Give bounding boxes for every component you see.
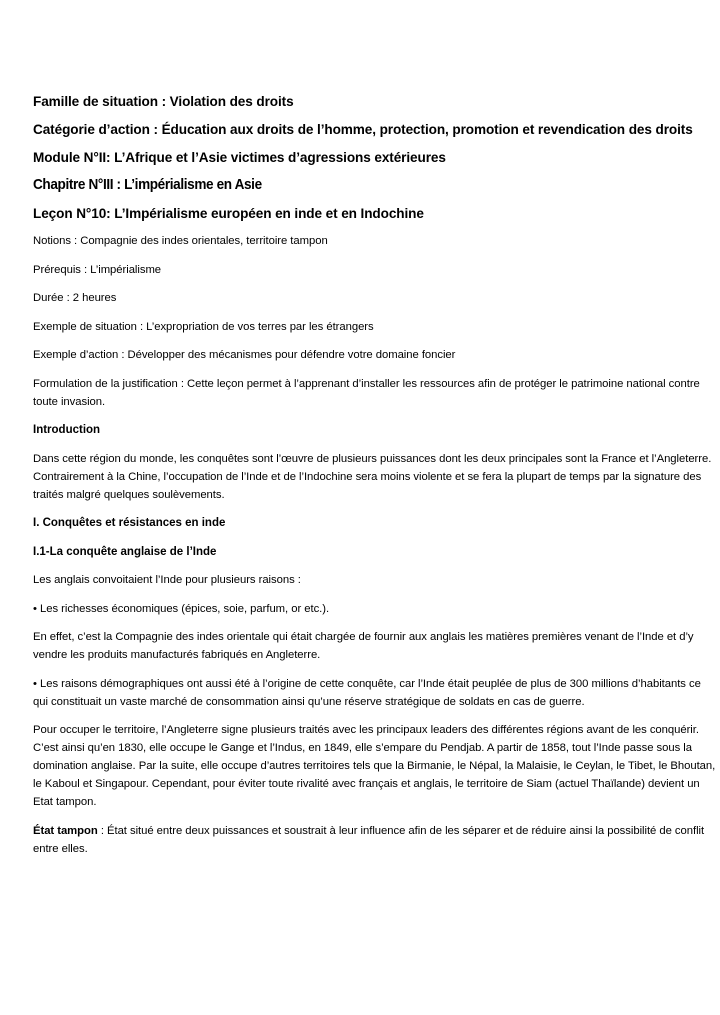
section-1-heading: I. Conquêtes et résistances en inde [33, 517, 226, 529]
notions-text: Notions : Compagnie des indes orientales, territoire tampon [33, 235, 328, 247]
prerequis-text: Prérequis : L’impérialisme [33, 263, 162, 276]
module-heading: Module N°II: L’Afrique et l’Asie victimes d’agressions extérieures [33, 150, 446, 165]
exemple-situation-text: Exemple de situation : L’expropriation de vos terres par les étrangers [33, 320, 374, 333]
definition-text: : État situé entre deux puissances et soustrait à leur influence afin de les séparer et de réduire ainsi la possibilité de conflit entre elles. [33, 824, 705, 855]
chapitre-heading: Chapitre N°III : L’impérialisme en Asie [33, 177, 262, 193]
definition-term: État tampon [33, 824, 98, 837]
body-paragraph: Pour occuper le territoire, l’Angleterre signe plusieurs traités avec les principaux leaders des différentes régions avant de les conquérir. C’est ainsi qu’en 1830, elle occupe le Gange et l’Indus, en 1849, elle s’empare du Pendjab. A partir de 1858, tout l’Inde passe sous la domination anglaise. Par la suite, elle occupe d’autres territoires tels que la Birmanie, le Népal, la Malaisie, le Ceylan, le Tibet, le Bhoutan, le Kaboul et Singapour. Cependant, pour éviter toute rivalité avec français et anglais, le territoire de Siam (actuel Thaïlande) devient un Etat tampon. [33, 724, 716, 808]
justification-text: Formulation de la justification : Cette leçon permet à l’apprenant d’installer les ressources afin de protéger le patrimoine national contre toute invasion. [33, 377, 700, 408]
body-paragraph: Les anglais convoitaient l’Inde pour plusieurs raisons : [33, 574, 301, 586]
bullet-paragraph: • Les raisons démographiques ont aussi été à l’origine de cette conquête, car l’Inde était peuplée de plus de 300 millions d’habitants ce qui constituait un vaste marché de consommation ainsi qu’une réserve stratégique de soldats en cas de guerre. [33, 677, 701, 708]
exemple-action-text: Exemple d’action : Développer des mécanismes pour défendre votre domaine foncier [33, 349, 456, 361]
lecon-heading: Leçon N°10: L’Impérialisme européen en inde et en Indochine [33, 206, 424, 221]
categorie-heading: Catégorie d’action : Éducation aux droits de l’homme, protection, promotion et revendication des droits [33, 122, 693, 137]
duree-text: Durée : 2 heures [33, 292, 117, 304]
document-page [33, 92, 717, 868]
definition-paragraph [33, 822, 717, 858]
famille-heading: Famille de situation : Violation des droits [33, 94, 294, 109]
body-paragraph: En effet, c’est la Compagnie des indes orientale qui était chargée de fournir aux anglais les matières premières venant de l’Inde et d’y vendre les produits manufacturés fabriqués en Angleterre. [33, 631, 694, 661]
introduction-paragraph: Dans cette région du monde, les conquêtes sont l’œuvre de plusieurs puissances dont les deux principales sont la France et l’Angleterre. Contrairement à la Chine, l’occupation de l’Inde et de l’Indochine sera moins violente et se fera la plupart de temps par la signature des traités malgré quelques soulèvements. [33, 452, 712, 501]
bullet-paragraph: • Les richesses économiques (épices, soie, parfum, or etc.). [33, 602, 330, 615]
introduction-heading: Introduction [33, 424, 101, 436]
subsection-1-1-heading: I.1-La conquête anglaise de l’Inde [33, 545, 217, 558]
